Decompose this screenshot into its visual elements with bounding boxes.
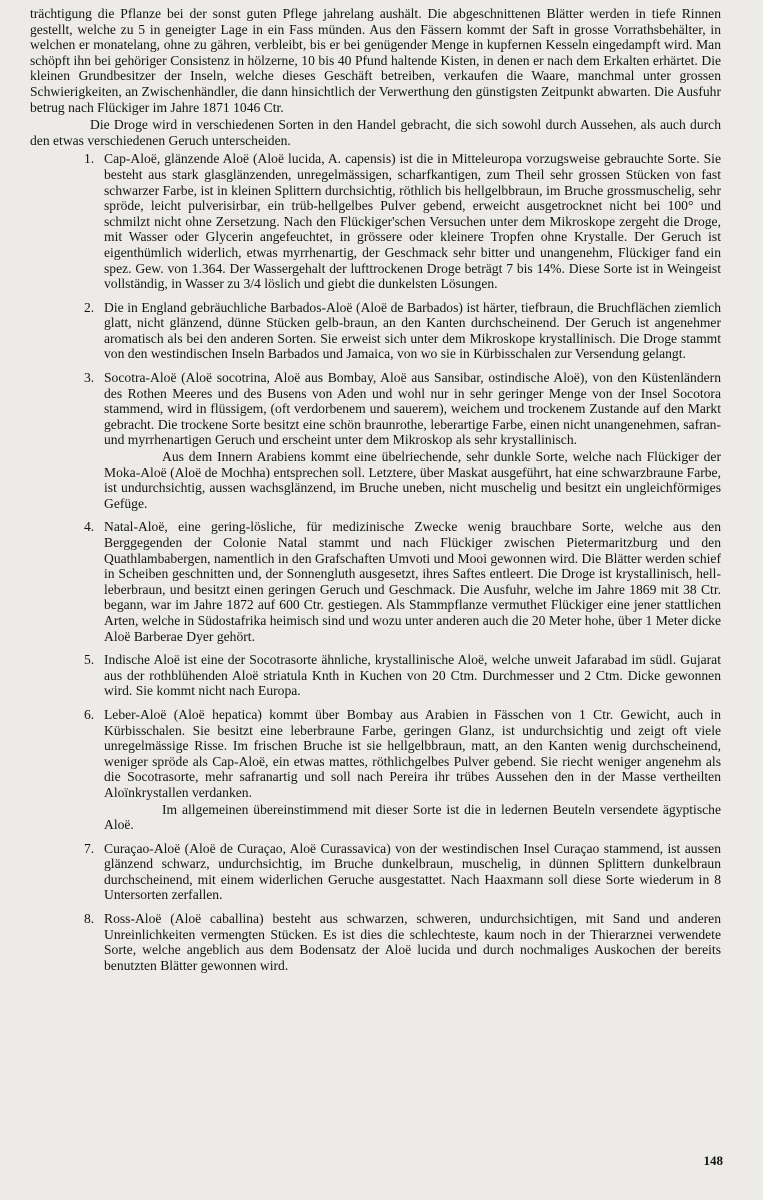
- item-number: 2.: [84, 299, 95, 315]
- list-item: [30, 151, 721, 291]
- item-text: Ross-Aloë (Aloë caballina) besteht aus schwarzen, schweren, undurchsichtigen, mit Sand und anderen Unreinlichkeiten vermengten Stücken. Es ist dies die schlechteste, kaum noch in der Thierarznei verwendete Sorte, welche angeblich aus dem Bodensatz der Aloë lucida und durch nochmaliges Auskochen der bereits benutzten Blätter gewonnen wird.: [104, 911, 721, 973]
- list-item: [30, 300, 721, 362]
- item-number: 5.: [84, 652, 95, 668]
- item-number: 7.: [84, 840, 95, 856]
- item-number: 4.: [84, 519, 95, 535]
- lead-paragraph: Die Droge wird in verschiedenen Sorten in den Handel gebracht, die sich sowohl durch Aussehen, als auch durch den etwas verschiedenen Geruch unterscheiden.: [30, 117, 721, 148]
- intro-paragraph: trächtigung die Pflanze bei der sonst guten Pflege jahrelang aushält. Die abgeschnittenen Blätter werden in tiefe Rinnen gestellt, welche zu 5 in geneigter Lage in ein Fass münden. Aus den Fässern kommt der Saft in grosse Vorrathsbehälter, in welchen er monatelang, ohne zu gähren, verbleibt, bis er bei genügender Menge in kupfernen Kesseln eingedampft wird. Man schöpft ihn bei gehöriger Consistenz in hölzerne, 10 bis 40 Pfund haltende Kisten, in denen er nach dem Erkalten erhärtet. Die kleinen Grundbesitzer der Inseln, welche dieses Geschäft betreiben, verkaufen die Waare, manchmal unter grossen Schwierigkeiten, an Zwischenhändler, die dann hinsichtlich der Verwerthung den günstigsten Zeitpunkt abwarten. Die Ausfuhr betrug nach Flückiger im Jahre 1871 1046 Ctr.: [30, 6, 721, 115]
- item-subparagraph: Aus dem Innern Arabiens kommt eine übelriechende, sehr dunkle Sorte, welche nach Flückiger der Moka-Aloë (Aloë de Mochha) entsprechen soll. Letztere, über Maskat ausgeführt, hat eine schwarzbraune Farbe, ist undurchsichtig, aussen wachsglänzend, im Bruche uneben, nicht muschelig und besitzt ein ungleichförmiges Gefüge.: [104, 449, 721, 511]
- page-number: 148: [703, 1153, 723, 1168]
- list-item: [30, 841, 721, 903]
- list-item: [30, 519, 721, 644]
- item-number: 8.: [84, 911, 95, 927]
- item-subparagraph: Im allgemeinen übereinstimmend mit dieser Sorte ist die in ledernen Beuteln versendete ägyptische Aloë.: [104, 801, 721, 833]
- item-text: Indische Aloë ist eine der Socotrasorte ähnliche, krystallinische Aloë, welche unweit Jafarabad im südl. Gujarat aus der rothblühenden Aloë striatula Knth in Kuchen von 20 Ctm. Durchmesser und 2 Ctm. Dicke gewonnen wird. Sie kommt nicht nach Europa.: [104, 652, 721, 699]
- item-text: Cap-Aloë, glänzende Aloë (Aloë lucida, A. capensis) ist die in Mitteleuropa vorzugsweise gebrauchte Sorte. Sie besteht aus stark glasglänzenden, unregelmässigen, scharfkantigen, zum Theil sehr grossen Stücken von fast schwarzer Farbe, ist in kleinen Splittern durchsichtig, röthlich bis hellgelbbraun, im Bruche grossmuschelig, sehr spröde, leicht pulverisirbar, ein trüb-hellgelbes Pulver gebend, erweicht ausgetrocknet nicht bei 100° und schmilzt nicht ohne Zersetzung. Nach den Flückiger'schen Versuchen unter dem Mikroskope zergeht die Droge, mit Wasser oder Glycerin angefeuchtet, in grössere oder kleinere Tropfen ohne Krystalle. Der Geruch ist eigenthümlich widerlich, etwas myrrhenartig, der Geschmack sehr bitter und unangenehm, Flückiger fand ein spez. Gew. von 1.364. Der Wassergehalt der lufttrockenen Droge beträgt 7 bis 14%. Diese Sorte ist in Weingeist vollständig, in Wasser zu 3/4 löslich und giebt die dunkelsten Lösungen.: [104, 151, 721, 292]
- item-number: 6.: [84, 706, 95, 722]
- list-item: [30, 707, 721, 833]
- item-text: Die in England gebräuchliche Barbados-Aloë (Aloë de Barbados) ist härter, tiefbraun, die Bruchflächen ziemlich glatt, nicht glänzend, dünne Stücken gelb-braun, an den Kanten durchscheinend. Der Geruch ist angenehmer aromatisch als bei den anderen Sorten. Sie erweist sich unter dem Mikroskope krystallinisch. Die Droge stammt von den westindischen Inseln Barbados und Jamaica, von wo sie in Kürbisschalen zur Versendung gelangt.: [104, 299, 721, 362]
- item-text: Socotra-Aloë (Aloë socotrina, Aloë aus Bombay, Aloë aus Sansibar, ostindische Aloë), von den Küstenländern des Rothen Meeres und des Busens von Aden und wohl nur in sehr geringer Menge von der Insel Socotora stammend, wird in flüssigem, (oft verdorbenem und sauerem), weichem und trockenem Zustande auf den Markt gebracht. Die trockene Sorte besitzt eine schön braunrothe, leberartige Farbe, einen nicht unangenehmen, safran- und myrrhenartigen Geruch und erscheint unter dem Mikroskop als sehr krystallinisch.: [104, 370, 721, 448]
- item-number: 3.: [84, 370, 95, 386]
- list-item: [30, 370, 721, 511]
- list-item: [30, 652, 721, 699]
- aloe-sorts-list: [30, 151, 721, 973]
- item-text: Curaçao-Aloë (Aloë de Curaçao, Aloë Curassavica) von der westindischen Insel Curaçao stammend, ist aussen glänzend schwarz, undurchsichtig, im Bruche dunkelbraun, muschelig, in dünnen Splittern dunkelbraun durchscheinend, mit einem widerlichen Geruche ausgestattet. Nach Haaxmann soll diese Sorte wiederum in 8 Untersorten zerfallen.: [104, 840, 721, 903]
- item-text: Leber-Aloë (Aloë hepatica) kommt über Bombay aus Arabien in Fässchen von 1 Ctr. Gewicht, auch in Kürbisschalen. Sie besitzt eine leberbraune Farbe, geringen Glanz, ist undurchsichtig und zeigt oft viele unregelmässige Risse. Im frischen Bruche ist sie hellgelbbraun, matt, an den Kanten wenig durchscheinend, weniger spröde als Cap-Aloë, ein etwas mattes, röthlichgelbes Pulver gebend. Sie riecht weniger angenehm als die Socotrasorte, mehr safranartig und soll nach Pereira ihr trübes Aussehen den in der Masse vertheilten Aloïnkrystallen verdanken.: [104, 706, 721, 800]
- list-item: [30, 911, 721, 973]
- item-text: Natal-Aloë, eine gering-lösliche, für medizinische Zwecke wenig brauchbare Sorte, welche aus den Berggegenden der Colonie Natal stammt und nach Flückiger zwischen Pietermaritzburg und den Quathlambabergen, namentlich in den Grafschaften Umvoti und Mooi gewonnen wird. Die Blätter werden schief in Scheiben geschnitten und, der Sonnengluth ausgesetzt, ihres Saftes entleert. Die Droge ist krystallinisch, hell-leberbraun, und besitzt einen geringen Geruch und Geschmack. Die Ausfuhr, welche im Jahre 1869 mit 38 Ctr. begann, war im Jahre 1872 auf 600 Ctr. gestiegen. Als Stammpflanze vermuthet Flückiger eine jener stattlichen Arten, welche in Südostafrika heimisch sind und wozu unter anderen auch die 20 Meter hohe, über 1 Meter dicke Aloë Barberae Dyer gehört.: [104, 519, 721, 644]
- item-number: 1.: [84, 151, 95, 167]
